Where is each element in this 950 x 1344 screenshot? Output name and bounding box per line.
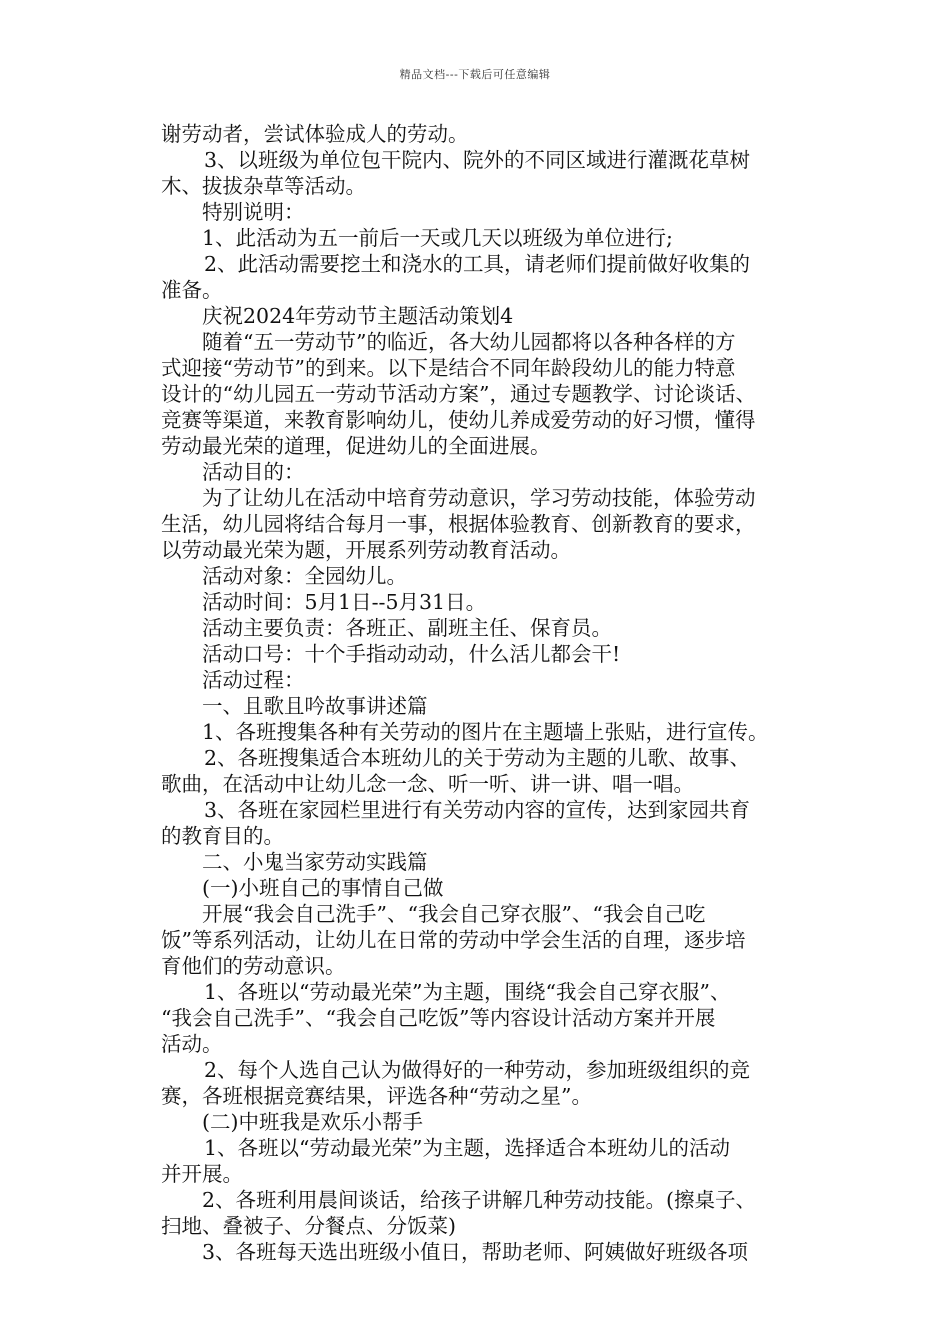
text-line: 2、此活动需要挖土和浇水的工具，请老师们提前做好收集的 <box>204 252 751 276</box>
text-line: 设计的“幼儿园五一劳动节活动方案”，通过专题教学、讨论谈话、 <box>161 382 756 406</box>
subsection-heading: (一)小班自己的事情自己做 <box>202 876 444 900</box>
text-line: 活动主要负责：各班正、副班主任、保育员。 <box>202 616 612 640</box>
text-line: 活动过程： <box>202 668 305 692</box>
text-line: 饭”等系列活动，让幼儿在日常的劳动中学会生活的自理，逐步培 <box>161 928 746 952</box>
text-line: 开展“我会自己洗手”、“我会自己穿衣服”、“我会自己吃 <box>202 902 706 926</box>
text-line: 木、拔拔杂草等活动。 <box>161 174 366 198</box>
text-line: 1、各班以“劳动最光荣”为主题，围绕“我会自己穿衣服”、 <box>204 980 731 1004</box>
text-line: 2、各班利用晨间谈话，给孩子讲解几种劳动技能。(擦桌子、 <box>202 1188 757 1212</box>
text-line: 活动目的： <box>202 460 305 484</box>
text-line: 式迎接“劳动节”的到来。以下是结合不同年龄段幼儿的能力特意 <box>161 356 736 380</box>
text-line: 2、每个人选自己认为做得好的一种劳动，参加班级组织的竞 <box>204 1058 751 1082</box>
text-line: 3、各班每天选出班级小值日，帮助老师、阿姨做好班级各项 <box>202 1240 749 1264</box>
text-line: 活动。 <box>161 1032 223 1056</box>
section-heading: 二、小鬼当家劳动实践篇 <box>202 850 428 874</box>
text-line: 赛，各班根据竞赛结果，评选各种“劳动之星”。 <box>161 1084 592 1108</box>
text-line: 随着“五一劳动节”的临近，各大幼儿园都将以各种各样的方 <box>202 330 736 354</box>
section-heading: 一、且歌且吟故事讲述篇 <box>202 694 428 718</box>
text-line: 育他们的劳动意识。 <box>161 954 346 978</box>
text-line: 特别说明： <box>202 200 305 224</box>
text-line: 活动对象：全园幼儿。 <box>202 564 407 588</box>
text-line: 生活，幼儿园将结合每月一事，根据体验教育、创新教育的要求， <box>161 512 756 536</box>
text-line: 歌曲，在活动中让幼儿念一念、听一听、讲一讲、唱一唱。 <box>161 772 694 796</box>
text-line: 2、各班搜集适合本班幼儿的关于劳动为主题的儿歌、故事、 <box>204 746 751 770</box>
text-line: 准备。 <box>161 278 223 302</box>
text-line: 1、此活动为五一前后一天或几天以班级为单位进行; <box>202 226 673 250</box>
text-line: 活动时间：5月1日--5月31日。 <box>202 590 487 614</box>
text-line: 谢劳动者，尝试体验成人的劳动。 <box>161 122 469 146</box>
text-line: 扫地、叠被子、分餐点、分饭菜) <box>161 1214 456 1238</box>
document-body <box>161 121 811 1265</box>
text-line: “我会自己洗手”、“我会自己吃饭”等内容设计活动方案并开展 <box>161 1006 716 1030</box>
text-line: 为了让幼儿在活动中培育劳动意识，学习劳动技能，体验劳动 <box>202 486 756 510</box>
text-line: 劳动最光荣的道理，促进幼儿的全面进展。 <box>161 434 551 458</box>
subsection-heading: (二)中班我是欢乐小帮手 <box>202 1110 423 1134</box>
text-line: 活动口号：十个手指动动动，什么活儿都会干! <box>202 642 621 666</box>
text-line: 3、以班级为单位包干院内、院外的不同区域进行灌溉花草树 <box>204 148 751 172</box>
text-line: 竞赛等渠道，来教育影响幼儿，使幼儿养成爱劳动的好习惯，懂得 <box>161 408 756 432</box>
text-line: 1、各班以“劳动最光荣”为主题，选择适合本班幼儿的活动 <box>204 1136 731 1160</box>
text-line: 并开展。 <box>161 1162 243 1186</box>
section-title: 庆祝2024年劳动节主题活动策划4 <box>202 304 514 328</box>
text-line: 3、各班在家园栏里进行有关劳动内容的宣传，达到家园共育 <box>204 798 751 822</box>
text-line: 1、各班搜集各种有关劳动的图片在主题墙上张贴，进行宣传。 <box>202 720 769 744</box>
text-line: 的教育目的。 <box>161 824 284 848</box>
page-header: 精品文档---下载后可任意编辑 <box>399 68 551 81</box>
text-line: 以劳动最光荣为题，开展系列劳动教育活动。 <box>161 538 571 562</box>
